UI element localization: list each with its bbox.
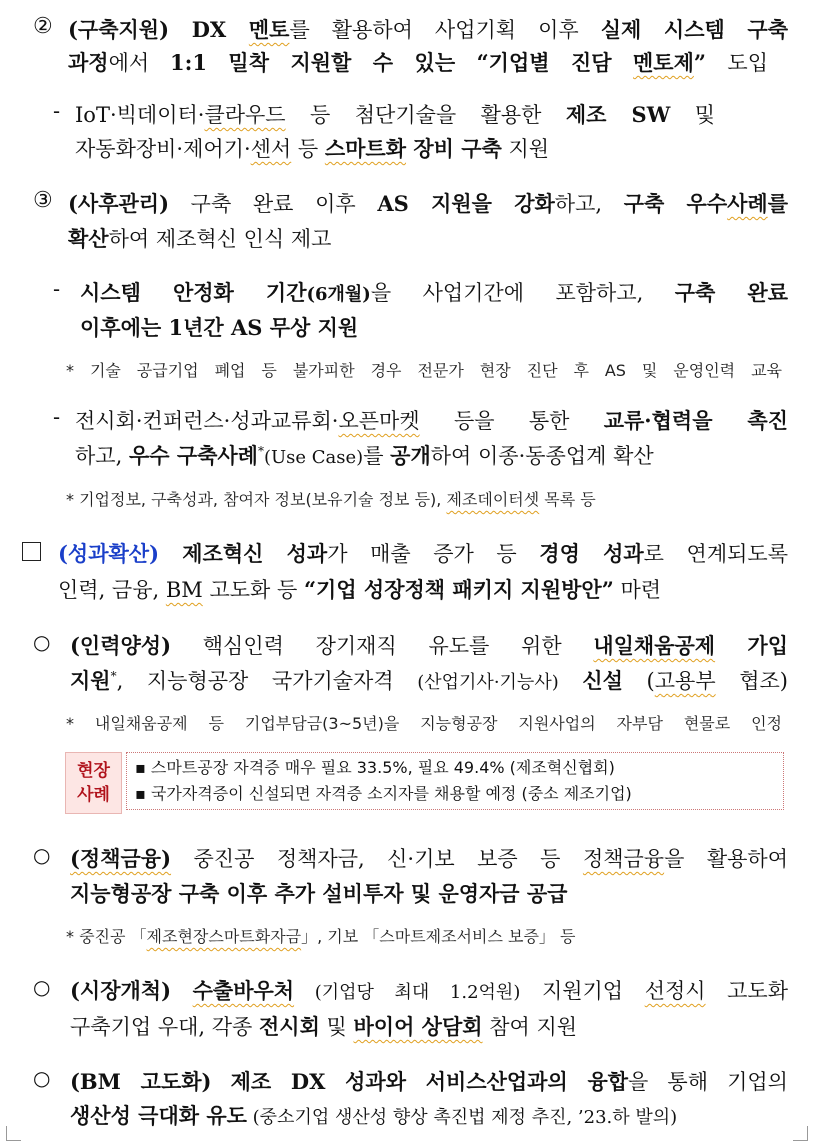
text-run: 등을 통한 — [419, 409, 604, 433]
text-run: 정책금융 — [582, 847, 665, 871]
text-run: 오픈마켓 — [338, 409, 420, 433]
text-run: 핵심인력 장기재직 유도를 위한 — [171, 634, 594, 658]
section-line2 — [58, 574, 661, 604]
text-run: 로 연계되도록 — [643, 542, 788, 566]
text-run: 제조현장스마트화자금 — [146, 927, 302, 946]
text-run: 하고, — [75, 444, 129, 468]
item2-line2 — [68, 47, 768, 77]
text-run: 협조) — [715, 669, 788, 693]
item3-sub1-line1 — [80, 277, 788, 307]
text-run: 1:1 밀착 지원할 수 있는 “기업별 진담 — [169, 50, 634, 75]
text-run: (구축지원) — [68, 17, 192, 42]
text-run: 수출바우처 — [192, 978, 295, 1003]
bullet2-note — [66, 924, 575, 947]
text-run: 지원 — [501, 137, 550, 161]
text-run: 도입 — [727, 51, 768, 75]
bullet1-note: * 내일채움공제 등 기업부담금(3~5년)을 지능형공장 지원사업의 자부담 현물로 인정 — [66, 714, 782, 733]
text-run: 지원기업 — [520, 979, 645, 1003]
text-run: * 중진공 「 — [66, 927, 147, 946]
text-run: 마련 — [613, 578, 662, 602]
field-case-item: ▪ 국가자격증이 신설되면 자격증 소지자를 채용할 예정 (중소 제조기업) — [135, 784, 632, 803]
circle-bullet-icon: ○ — [33, 630, 51, 654]
dash-marker: - — [53, 277, 61, 301]
text-run: (정책금융) — [70, 846, 172, 871]
bullet1-line1 — [70, 630, 788, 660]
section-checkbox-icon — [22, 542, 41, 561]
bullet4-line2 — [70, 1100, 677, 1130]
text-run: 구축 완료 — [674, 280, 788, 305]
field-case-item: ▪ 스마트공장 자격증 매우 필요 33.5%, 필요 49.4% (제조혁신협회) — [135, 758, 615, 777]
text-run: 실제 시스템 구축 — [600, 17, 789, 42]
text-run: 공개 — [390, 443, 431, 468]
dash-marker: - — [53, 99, 61, 123]
text-run: 을 사업기간에 포함하고, — [370, 281, 675, 305]
text-run: 를 — [363, 444, 391, 468]
text-run: (BM 고도화) — [70, 1069, 212, 1094]
text-run: “기업 성장정책 패키지 지원방안” — [303, 577, 614, 602]
circle-bullet-icon: ○ — [33, 975, 51, 999]
text-run: 고용부 — [654, 669, 716, 693]
field-case-label — [65, 752, 122, 814]
text-run: 스마트화 — [324, 136, 407, 161]
text-run: 이후에는 1년간 AS 무상 지원 — [80, 315, 359, 340]
text-run: 전시회·컨퍼런스·성과교류회· — [75, 409, 339, 433]
text-run: IoT·빅데이터· — [75, 103, 205, 127]
field-case-label-line1: 현장 — [77, 761, 110, 781]
text-run: 신설 — [582, 668, 623, 693]
text-run: * — [257, 444, 264, 458]
text-run: 자동화장비·제어기· — [75, 137, 251, 161]
text-run: 을 활용하여 — [664, 847, 788, 871]
circle-bullet-icon: ○ — [33, 1066, 51, 1090]
text-run: 지원 — [70, 668, 111, 693]
text-run: 가입 — [715, 633, 789, 658]
text-run: 센서 — [250, 137, 292, 161]
item3-sub2-line1 — [75, 405, 788, 435]
text-run: 및 — [319, 1015, 354, 1039]
text-run: 제조 DX 성과와 서비스산업과의 융합 — [230, 1069, 629, 1094]
text-run: (Use Case) — [263, 447, 364, 468]
text-run: 를 활용하여 사업기획 이후 — [289, 18, 601, 42]
text-run: 에서 — [108, 51, 170, 75]
text-run: 지능형공장 구축 이후 추가 설비투자 및 운영자금 공급 — [70, 881, 568, 906]
text-run: 가 매출 증가 등 — [327, 542, 540, 566]
text-run: BM — [165, 578, 203, 602]
text-run: (6개월) — [306, 284, 371, 305]
text-run: 등 첨단기술을 활용한 — [285, 103, 566, 127]
text-run: 제조데이터셋 — [446, 490, 540, 509]
text-run: 선정시 — [644, 979, 706, 1003]
text-run: AS 지원을 강화 — [377, 191, 555, 216]
text-run: 경영 성과 — [539, 541, 644, 566]
text-run: , 지능형공장 국가기술자격 — [116, 669, 418, 693]
text-run: 를 — [767, 191, 788, 216]
item2-sub1-line1 — [75, 99, 715, 129]
text-run: 멘토제 — [633, 50, 694, 75]
text-run: 고도화 등 — [202, 578, 304, 602]
item3-sub2-line2 — [75, 440, 654, 470]
bullet3-line1 — [70, 975, 788, 1005]
text-run: (사후관리) — [68, 191, 170, 216]
text-run: 멘토 — [248, 17, 290, 42]
text-run: 및 — [670, 103, 715, 127]
text-run: 교류·협력을 촉진 — [603, 408, 789, 433]
text-run: 전시회 — [259, 1014, 320, 1039]
text-run: DX — [191, 17, 249, 42]
text-run: 바이어 상담회 — [353, 1014, 483, 1039]
bullet4-line1 — [70, 1066, 788, 1096]
text-run — [211, 1070, 230, 1094]
text-run: 목록 등 — [539, 490, 596, 509]
section-line1 — [58, 538, 788, 568]
item3-note1: * 기술 공급기업 폐업 등 불가피한 경우 전문가 현장 진단 후 AS 및 운영인력 교육 — [66, 361, 782, 380]
text-run: 하여 제조혁신 인식 제고 — [108, 227, 332, 251]
text-run: 등 — [291, 137, 325, 161]
circle-bullet-icon: ○ — [33, 843, 51, 867]
page-corner-mark — [6, 1126, 21, 1141]
item2-line1 — [68, 14, 788, 44]
text-run: (중소기업 생산성 향상 촉진법 제정 추진, ’23.하 발의) — [246, 1107, 678, 1128]
text-run: (시장개척) — [70, 978, 172, 1003]
item3-sub1-line2 — [80, 312, 358, 342]
text-run: 클라우드 — [204, 103, 286, 127]
text-run: 구축 완료 이후 — [169, 192, 378, 216]
text-run: ( — [622, 669, 655, 693]
field-case-label-line2: 사례 — [77, 785, 110, 805]
page-corner-mark — [793, 1126, 808, 1141]
text-run: 구축기업 우대, 각종 — [70, 1015, 259, 1039]
text-run: 하고, — [554, 192, 624, 216]
text-run — [171, 979, 193, 1003]
item3-note2 — [66, 487, 596, 510]
item3-line1 — [68, 188, 788, 218]
text-run: 장비 구축 — [406, 136, 502, 161]
bullet1-line2 — [70, 665, 788, 695]
bullet3-line2 — [70, 1011, 577, 1041]
dash-marker: - — [53, 405, 61, 429]
text-run: 시스템 안정화 기간 — [80, 280, 307, 305]
item3-line2 — [68, 223, 331, 253]
text-run: 확산 — [68, 226, 109, 251]
text-run: 제조 SW — [565, 102, 671, 127]
text-run: (기업당 최대 1.2억원) — [294, 982, 521, 1003]
text-run: * — [110, 669, 117, 683]
text-run: 하여 이종·동종업계 확산 — [430, 444, 654, 468]
text-run: 과정 — [68, 50, 109, 75]
bullet2-line1 — [70, 843, 788, 873]
text-run: (성과확산) — [58, 541, 183, 566]
text-run: (산업기사·기능사) — [417, 672, 559, 693]
text-run: ” — [693, 50, 728, 75]
text-run: 생산성 극대화 유도 — [70, 1103, 247, 1128]
text-run: 」, 기보 「스마트제조서비스 보증」 등 — [301, 927, 576, 946]
text-run: 우수 구축사례 — [128, 443, 258, 468]
text-run: 인력, 금융, — [58, 578, 166, 602]
item-number-2: ② — [33, 14, 53, 39]
text-run: 중진공 정책자금, 신·기보 보증 등 — [171, 847, 583, 871]
field-case-box — [126, 752, 784, 810]
text-run: 내일채움공제 — [593, 633, 716, 658]
bullet2-line2 — [70, 878, 567, 908]
text-run — [559, 669, 583, 693]
text-run: 구축 우수 — [623, 191, 728, 216]
text-run: 참여 지원 — [482, 1015, 578, 1039]
item2-sub1-line2 — [75, 133, 549, 163]
text-run: 제조혁신 성과 — [182, 541, 328, 566]
text-run: 을 통해 기업의 — [628, 1070, 788, 1094]
text-run: * 기업정보, 구축성과, 참여자 정보(보유기술 정보 등), — [66, 490, 447, 509]
item-number-3: ③ — [33, 188, 53, 213]
text-run: 고도화 — [705, 979, 788, 1003]
text-run: (인력양성) — [70, 633, 172, 658]
text-run: 사례 — [727, 191, 768, 216]
